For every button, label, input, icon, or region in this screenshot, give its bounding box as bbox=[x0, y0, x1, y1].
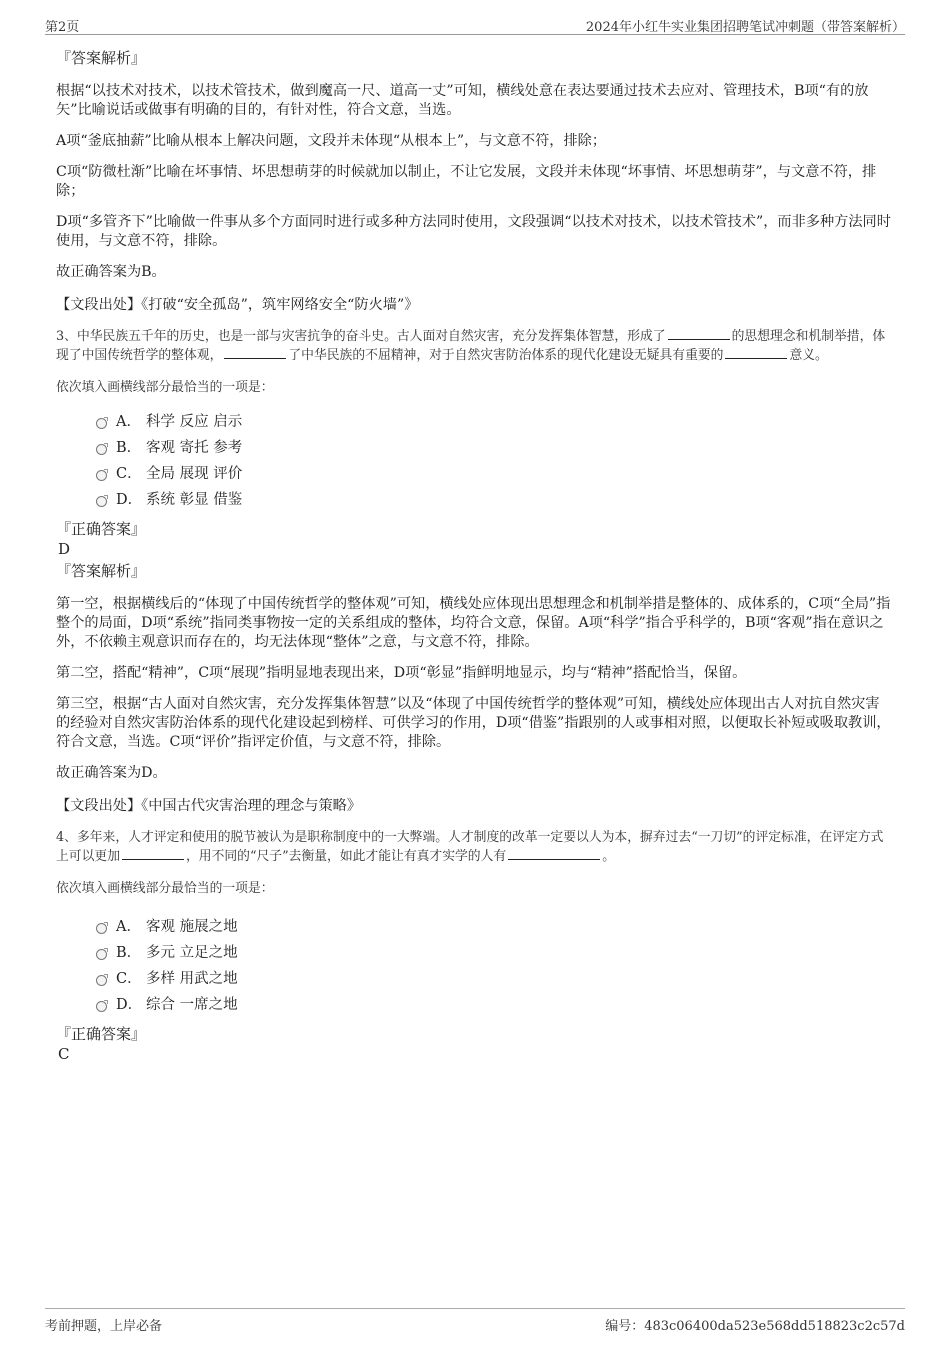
fill-blank bbox=[725, 346, 787, 359]
radio-icon[interactable] bbox=[96, 949, 107, 960]
option-d[interactable]: D． 综合 一席之地 bbox=[96, 992, 892, 1018]
analysis-paragraph: 根据“以技术对技术，以技术管技术，做到魔高一尺、道高一丈”可知，横线处意在表达要通过技术去应对、管理技术，B项“有的放矢”比喻说话或做事有明确的目的，有针对性，符合文意，当选。 bbox=[56, 83, 869, 118]
page-header bbox=[45, 14, 905, 35]
option-c[interactable]: C． 多样 用武之地 bbox=[96, 966, 892, 992]
fill-blank bbox=[668, 327, 730, 340]
option-d[interactable]: D． 系统 彰显 借鉴 bbox=[96, 487, 892, 513]
option-c[interactable]: C． 全局 展现 评价 bbox=[96, 461, 892, 487]
analysis-paragraph: D项“多管齐下”比喻做一件事从多个方面同时进行或多种方法同时使用，文段强调“以技术对技术，以技术管技术”，而非多种方法同时使用，与文意不符，排除。 bbox=[56, 214, 891, 249]
analysis-paragraph: 第二空，搭配“精神”，C项“展现”指明显地表现出来，D项“彰显”指鲜明地显示，均与“精神”搭配恰当，保留。 bbox=[56, 665, 747, 681]
fill-blank bbox=[508, 847, 600, 860]
footer-slogan: 考前押题，上岸必备 bbox=[45, 1319, 163, 1334]
question-3-text: 3、中华民族五千年的历史，也是一部与灾害抗争的奋斗史。古人面对自然灾害，充分发挥集体智慧，形成了 的思想理念和机制举措，体现了中国传统哲学的整体观， 了中华民族的不屈精神，对于自然灾害防治体系的现代化建设无疑具有重要的 意义。 bbox=[56, 329, 886, 363]
page-number: 第2页 bbox=[45, 20, 80, 35]
question-3-options bbox=[96, 409, 892, 513]
source-citation: 【文段出处】《打破“安全孤岛”，筑牢网络安全“防火墙”》 bbox=[56, 297, 419, 313]
radio-icon[interactable] bbox=[96, 444, 107, 455]
question-4-text: 4、多年来，人才评定和使用的脱节被认为是职称制度中的一大弊端。人才制度的改革一定要以人为本，摒弃过去“一刀切”的评定标准，在评定方式上可以更加 ，用不同的“尺子”去衡量，如此才能让有真才实学的人有 。 bbox=[56, 830, 884, 864]
radio-icon[interactable] bbox=[96, 470, 107, 481]
page-content bbox=[56, 48, 892, 1064]
source-citation: 【文段出处】《中国古代灾害治理的理念与策略》 bbox=[56, 798, 362, 814]
correct-answer: D bbox=[58, 540, 71, 558]
option-a[interactable]: A． 客观 施展之地 bbox=[96, 914, 892, 940]
option-a[interactable]: A． 科学 反应 启示 bbox=[96, 409, 892, 435]
question-4-options bbox=[96, 914, 892, 1018]
document-id: 编号：483c06400da523e568dd518823c2c57d bbox=[605, 1319, 905, 1334]
radio-icon[interactable] bbox=[96, 923, 107, 934]
analysis-paragraph: C项“防微杜渐”比喻在坏事情、坏思想萌芽的时候就加以制止，不让它发展，文段并未体现“坏事情、坏思想萌芽”，与文意不符，排除； bbox=[56, 164, 877, 199]
radio-icon[interactable] bbox=[96, 1001, 107, 1012]
correct-answer-label: 『正确答案』 bbox=[56, 520, 147, 538]
option-b[interactable]: B． 多元 立足之地 bbox=[96, 940, 892, 966]
analysis-label: 『答案解析』 bbox=[56, 49, 147, 67]
analysis-paragraph: A项“釜底抽薪”比喻从根本上解决问题，文段并未体现“从根本上”，与文意不符，排除； bbox=[56, 133, 607, 149]
analysis-label: 『答案解析』 bbox=[56, 562, 147, 580]
radio-icon[interactable] bbox=[96, 975, 107, 986]
question-4-instruction: 依次填入画横线部分最恰当的一项是： bbox=[56, 881, 274, 896]
analysis-paragraph: 第三空，根据“古人面对自然灾害，充分发挥集体智慧”以及“体现了中国传统哲学的整体观”可知，横线处应体现出古人对抗自然灾害的经验对自然灾害防治体系的现代化建设起到榜样、可供学习的作用，D项“借鉴”指跟别的人或事相对照，以便取长补短或吸取教训，符合文意，当选。C项“评价”指评定价值，与文意不符，排除。 bbox=[56, 696, 891, 750]
question-3-instruction: 依次填入画横线部分最恰当的一项是： bbox=[56, 380, 274, 395]
radio-icon[interactable] bbox=[96, 418, 107, 429]
fill-blank bbox=[122, 847, 184, 860]
answer-conclusion: 故正确答案为B。 bbox=[56, 264, 166, 280]
correct-answer-label: 『正确答案』 bbox=[56, 1025, 147, 1043]
document-title: 2024年小红牛实业集团招聘笔试冲刺题（带答案解析） bbox=[585, 20, 905, 35]
radio-icon[interactable] bbox=[96, 496, 107, 507]
answer-conclusion: 故正确答案为D。 bbox=[56, 765, 167, 781]
analysis-paragraph: 第一空，根据横线后的“体现了中国传统哲学的整体观”可知，横线处应体现出思想理念和机制举措是整体的、成体系的，C项“全局”指整个的局面，D项“系统”指同类事物按一定的关系组成的整体，均符合文意，保留。A项“科学”指合乎科学的，B项“客观”指在意识之外，不依赖主观意识而存在的，均无法体现“整体”之意，与文意不符，排除。 bbox=[56, 596, 891, 650]
option-b[interactable]: B． 客观 寄托 参考 bbox=[96, 435, 892, 461]
correct-answer: C bbox=[58, 1045, 70, 1063]
fill-blank bbox=[224, 346, 286, 359]
page-footer bbox=[45, 1308, 905, 1335]
